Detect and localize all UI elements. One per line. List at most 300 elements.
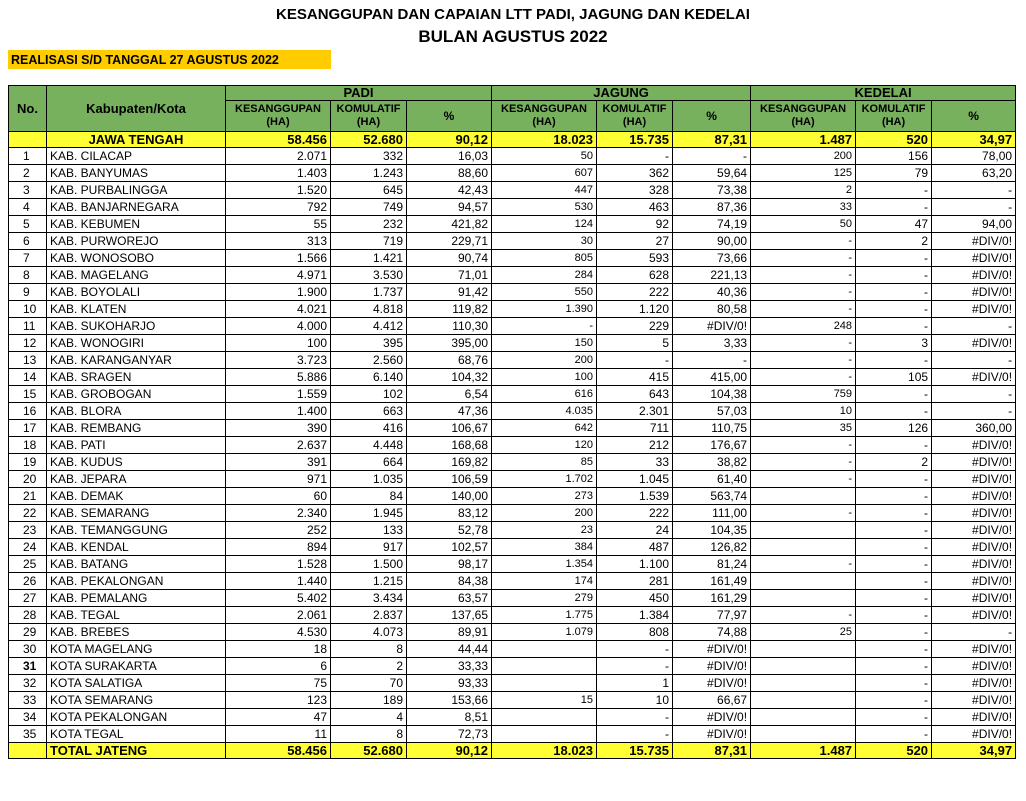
cell-kedelai-komulatif: - xyxy=(856,250,932,267)
header-no: No. xyxy=(9,86,47,132)
cell-name: KAB. PEKALONGAN xyxy=(47,573,226,590)
ltt-table xyxy=(8,85,1016,759)
cell-kedelai-kesanggupan: 248 xyxy=(751,318,856,335)
cell-jagung-pct: 176,67 xyxy=(673,437,751,454)
cell-padi-kesanggupan: 390 xyxy=(226,420,331,437)
cell-jagung-kesanggupan: 616 xyxy=(492,386,597,403)
cell-kedelai-kesanggupan: - xyxy=(751,369,856,386)
cell-kedelai-komulatif: - xyxy=(856,505,932,522)
cell-kedelai-kesanggupan xyxy=(751,658,856,675)
cell-jagung-komulatif: 463 xyxy=(597,199,673,216)
cell-jagung-pct: 104,38 xyxy=(673,386,751,403)
cell-name: KAB. SRAGEN xyxy=(47,369,226,386)
cell-jagung-pct: 80,58 xyxy=(673,301,751,318)
cell-kedelai-pct: #DIV/0! xyxy=(932,539,1016,556)
cell-no: 25 xyxy=(9,556,47,573)
cell-name: KOTA SALATIGA xyxy=(47,675,226,692)
table-row xyxy=(9,216,1016,233)
table-row xyxy=(9,437,1016,454)
cell-kedelai-kesanggupan: 50 xyxy=(751,216,856,233)
cell-jagung-pct: 73,38 xyxy=(673,182,751,199)
cell-kedelai-komulatif: - xyxy=(856,692,932,709)
cell-kedelai-kesanggupan: - xyxy=(751,454,856,471)
header-jagung-komulatif: KOMULATIF (HA) xyxy=(597,101,673,132)
cell-padi-komulatif: 395 xyxy=(331,335,407,352)
cell-no: 26 xyxy=(9,573,47,590)
cell-jagung-kesanggupan: 120 xyxy=(492,437,597,454)
cell-name: KAB. SUKOHARJO xyxy=(47,318,226,335)
cell-no: 27 xyxy=(9,590,47,607)
cell-padi-kesanggupan: 5.402 xyxy=(226,590,331,607)
cell-jagung-komulatif: 643 xyxy=(597,386,673,403)
cell-no: 16 xyxy=(9,403,47,420)
cell-jagung-pct: 126,82 xyxy=(673,539,751,556)
cell-jagung-kesanggupan: 1.079 xyxy=(492,624,597,641)
cell-padi-pct: 153,66 xyxy=(407,692,492,709)
cell-name: KAB. BATANG xyxy=(47,556,226,573)
cell-jagung-pct: 40,36 xyxy=(673,284,751,301)
cell-name: KAB. DEMAK xyxy=(47,488,226,505)
cell-name: KAB. SEMARANG xyxy=(47,505,226,522)
cell-no: 14 xyxy=(9,369,47,386)
cell-kedelai-pct: - xyxy=(932,199,1016,216)
cell-name: KAB. BOYOLALI xyxy=(47,284,226,301)
cell-padi-komulatif: 189 xyxy=(331,692,407,709)
cell-padi-pct: 104,32 xyxy=(407,369,492,386)
cell-padi-kesanggupan: 4.971 xyxy=(226,267,331,284)
cell-jagung-pct: 161,49 xyxy=(673,573,751,590)
cell-no: 21 xyxy=(9,488,47,505)
cell-kedelai-kesanggupan: - xyxy=(751,505,856,522)
cell-jagung-komulatif: - xyxy=(597,658,673,675)
province-row xyxy=(9,132,1016,148)
cell-padi-pct: 110,30 xyxy=(407,318,492,335)
cell-name: KAB. GROBOGAN xyxy=(47,386,226,403)
cell-padi-komulatif: 1.737 xyxy=(331,284,407,301)
cell-jagung-pct: 81,24 xyxy=(673,556,751,573)
cell-name: KOTA SEMARANG xyxy=(47,692,226,709)
cell-kedelai-pct: - xyxy=(932,352,1016,369)
cell-padi-kesanggupan: 391 xyxy=(226,454,331,471)
cell-padi-pct: 91,42 xyxy=(407,284,492,301)
header-padi-kesanggupan: KESANGGUPAN (HA) xyxy=(226,101,331,132)
cell-kedelai-pct: 94,00 xyxy=(932,216,1016,233)
cell-padi-komulatif: 4.448 xyxy=(331,437,407,454)
cell-padi-komulatif: 416 xyxy=(331,420,407,437)
cell-padi-kesanggupan: 894 xyxy=(226,539,331,556)
cell-jagung-komulatif: 5 xyxy=(597,335,673,352)
cell-padi-kesanggupan: 6 xyxy=(226,658,331,675)
cell-no: 9 xyxy=(9,284,47,301)
cell-padi-pct: 90,74 xyxy=(407,250,492,267)
cell-kedelai-komulatif: - xyxy=(856,182,932,199)
cell-jagung-kesanggupan: 150 xyxy=(492,335,597,352)
cell-kedelai-pct: 34,97 xyxy=(932,743,1016,759)
cell-jagung-pct: 74,88 xyxy=(673,624,751,641)
table-row xyxy=(9,692,1016,709)
cell-jagung-pct: 59,64 xyxy=(673,165,751,182)
cell-no: 34 xyxy=(9,709,47,726)
cell-jagung-kesanggupan xyxy=(492,675,597,692)
cell-kedelai-komulatif: 126 xyxy=(856,420,932,437)
cell-jagung-pct: 111,00 xyxy=(673,505,751,522)
cell-no: 18 xyxy=(9,437,47,454)
cell-jagung-komulatif: 362 xyxy=(597,165,673,182)
cell-kedelai-komulatif: - xyxy=(856,267,932,284)
cell-kedelai-kesanggupan: - xyxy=(751,471,856,488)
cell-kedelai-komulatif: - xyxy=(856,726,932,743)
cell-padi-kesanggupan: 2.071 xyxy=(226,148,331,165)
cell-no: 1 xyxy=(9,148,47,165)
cell-name: KOTA SURAKARTA xyxy=(47,658,226,675)
cell-jagung-pct: #DIV/0! xyxy=(673,726,751,743)
cell-jagung-pct: 74,19 xyxy=(673,216,751,233)
cell-padi-kesanggupan: 971 xyxy=(226,471,331,488)
cell-jagung-pct: - xyxy=(673,352,751,369)
cell-padi-kesanggupan: 1.566 xyxy=(226,250,331,267)
cell-no: 7 xyxy=(9,250,47,267)
cell-jagung-kesanggupan: 18.023 xyxy=(492,132,597,148)
cell-jagung-pct: 77,97 xyxy=(673,607,751,624)
table-row xyxy=(9,573,1016,590)
cell-name: KAB. PEMALANG xyxy=(47,590,226,607)
cell-jagung-kesanggupan: 642 xyxy=(492,420,597,437)
cell-name: KAB. WONOSOBO xyxy=(47,250,226,267)
cell-padi-komulatif: 332 xyxy=(331,148,407,165)
cell-padi-kesanggupan: 1.559 xyxy=(226,386,331,403)
cell-padi-pct: 47,36 xyxy=(407,403,492,420)
cell-kedelai-kesanggupan xyxy=(751,709,856,726)
cell-jagung-kesanggupan xyxy=(492,658,597,675)
cell-padi-pct: 33,33 xyxy=(407,658,492,675)
cell-jagung-komulatif: 1.539 xyxy=(597,488,673,505)
cell-padi-pct: 52,78 xyxy=(407,522,492,539)
cell-jagung-komulatif: 808 xyxy=(597,624,673,641)
cell-name: KAB. BANJARNEGARA xyxy=(47,199,226,216)
cell-padi-komulatif: 232 xyxy=(331,216,407,233)
cell-jagung-komulatif: 1.384 xyxy=(597,607,673,624)
cell-jagung-komulatif: 24 xyxy=(597,522,673,539)
cell-padi-pct: 89,91 xyxy=(407,624,492,641)
cell-name: JAWA TENGAH xyxy=(47,132,226,148)
cell-jagung-pct: 3,33 xyxy=(673,335,751,352)
cell-padi-komulatif: 4 xyxy=(331,709,407,726)
table-row xyxy=(9,488,1016,505)
cell-no xyxy=(9,743,47,759)
cell-jagung-kesanggupan: 384 xyxy=(492,539,597,556)
cell-jagung-kesanggupan: 447 xyxy=(492,182,597,199)
cell-padi-kesanggupan: 4.530 xyxy=(226,624,331,641)
cell-name: KOTA PEKALONGAN xyxy=(47,709,226,726)
cell-kedelai-komulatif: - xyxy=(856,607,932,624)
cell-kedelai-pct: #DIV/0! xyxy=(932,250,1016,267)
cell-jagung-komulatif: 222 xyxy=(597,284,673,301)
cell-kedelai-kesanggupan: 25 xyxy=(751,624,856,641)
cell-no: 19 xyxy=(9,454,47,471)
cell-jagung-kesanggupan: 174 xyxy=(492,573,597,590)
table-row xyxy=(9,403,1016,420)
cell-kedelai-pct: #DIV/0! xyxy=(932,658,1016,675)
cell-kedelai-pct: #DIV/0! xyxy=(932,267,1016,284)
cell-kedelai-pct: #DIV/0! xyxy=(932,301,1016,318)
table-row xyxy=(9,624,1016,641)
cell-padi-kesanggupan: 75 xyxy=(226,675,331,692)
header-kedelai-komulatif: KOMULATIF (HA) xyxy=(856,101,932,132)
cell-padi-komulatif: 749 xyxy=(331,199,407,216)
cell-name: KAB. PURWOREJO xyxy=(47,233,226,250)
cell-name: KAB. JEPARA xyxy=(47,471,226,488)
table-row xyxy=(9,301,1016,318)
cell-jagung-pct: #DIV/0! xyxy=(673,641,751,658)
cell-name: KAB. KARANGANYAR xyxy=(47,352,226,369)
cell-padi-pct: 395,00 xyxy=(407,335,492,352)
cell-jagung-pct: 563,74 xyxy=(673,488,751,505)
cell-padi-pct: 71,01 xyxy=(407,267,492,284)
table-row xyxy=(9,454,1016,471)
cell-padi-kesanggupan: 1.520 xyxy=(226,182,331,199)
cell-kedelai-komulatif: - xyxy=(856,556,932,573)
cell-kedelai-komulatif: 105 xyxy=(856,369,932,386)
table-row xyxy=(9,352,1016,369)
cell-no: 29 xyxy=(9,624,47,641)
cell-jagung-komulatif: 2.301 xyxy=(597,403,673,420)
cell-kedelai-pct: #DIV/0! xyxy=(932,692,1016,709)
cell-kedelai-komulatif: 3 xyxy=(856,335,932,352)
cell-kedelai-pct: #DIV/0! xyxy=(932,607,1016,624)
cell-jagung-kesanggupan: 200 xyxy=(492,505,597,522)
cell-kedelai-pct: #DIV/0! xyxy=(932,505,1016,522)
cell-jagung-kesanggupan: 124 xyxy=(492,216,597,233)
cell-jagung-pct: #DIV/0! xyxy=(673,658,751,675)
cell-padi-komulatif: 2.560 xyxy=(331,352,407,369)
cell-name: KAB. TEMANGGUNG xyxy=(47,522,226,539)
cell-no: 13 xyxy=(9,352,47,369)
table-row xyxy=(9,726,1016,743)
cell-jagung-pct: #DIV/0! xyxy=(673,318,751,335)
cell-padi-komulatif: 3.530 xyxy=(331,267,407,284)
cell-jagung-pct: 110,75 xyxy=(673,420,751,437)
cell-jagung-komulatif: 92 xyxy=(597,216,673,233)
cell-padi-kesanggupan: 3.723 xyxy=(226,352,331,369)
cell-jagung-kesanggupan: 50 xyxy=(492,148,597,165)
cell-kedelai-komulatif: - xyxy=(856,709,932,726)
cell-jagung-kesanggupan: 15 xyxy=(492,692,597,709)
cell-kedelai-pct: #DIV/0! xyxy=(932,641,1016,658)
table-row xyxy=(9,369,1016,386)
cell-kedelai-kesanggupan xyxy=(751,590,856,607)
cell-kedelai-pct: #DIV/0! xyxy=(932,726,1016,743)
cell-jagung-kesanggupan: 18.023 xyxy=(492,743,597,759)
cell-jagung-kesanggupan: 1.390 xyxy=(492,301,597,318)
cell-padi-kesanggupan: 58.456 xyxy=(226,743,331,759)
cell-name: KAB. TEGAL xyxy=(47,607,226,624)
cell-jagung-pct: 415,00 xyxy=(673,369,751,386)
cell-padi-kesanggupan: 55 xyxy=(226,216,331,233)
cell-jagung-kesanggupan: 279 xyxy=(492,590,597,607)
header-jagung-pct: % xyxy=(673,101,751,132)
table-row xyxy=(9,420,1016,437)
cell-kedelai-kesanggupan: - xyxy=(751,250,856,267)
cell-kedelai-kesanggupan: 33 xyxy=(751,199,856,216)
cell-padi-pct: 98,17 xyxy=(407,556,492,573)
cell-name: KAB. BANYUMAS xyxy=(47,165,226,182)
cell-name: KAB. KENDAL xyxy=(47,539,226,556)
cell-jagung-kesanggupan: 530 xyxy=(492,199,597,216)
cell-padi-komulatif: 1.243 xyxy=(331,165,407,182)
cell-no: 15 xyxy=(9,386,47,403)
cell-padi-pct: 169,82 xyxy=(407,454,492,471)
cell-jagung-komulatif: 10 xyxy=(597,692,673,709)
cell-padi-kesanggupan: 1.900 xyxy=(226,284,331,301)
cell-jagung-pct: 57,03 xyxy=(673,403,751,420)
table-row xyxy=(9,386,1016,403)
cell-kedelai-pct: #DIV/0! xyxy=(932,437,1016,454)
cell-kedelai-pct: #DIV/0! xyxy=(932,335,1016,352)
cell-padi-komulatif: 52.680 xyxy=(331,743,407,759)
cell-name: KAB. PATI xyxy=(47,437,226,454)
cell-kedelai-komulatif: 47 xyxy=(856,216,932,233)
cell-kedelai-pct: - xyxy=(932,386,1016,403)
cell-kedelai-pct: #DIV/0! xyxy=(932,522,1016,539)
cell-kedelai-kesanggupan: - xyxy=(751,267,856,284)
cell-kedelai-komulatif: - xyxy=(856,352,932,369)
table-row xyxy=(9,471,1016,488)
cell-padi-komulatif: 1.035 xyxy=(331,471,407,488)
cell-jagung-kesanggupan: 805 xyxy=(492,250,597,267)
cell-no: 2 xyxy=(9,165,47,182)
cell-jagung-pct: 73,66 xyxy=(673,250,751,267)
table-row xyxy=(9,641,1016,658)
cell-name: KAB. KUDUS xyxy=(47,454,226,471)
table-row xyxy=(9,607,1016,624)
cell-padi-komulatif: 4.818 xyxy=(331,301,407,318)
cell-padi-pct: 44,44 xyxy=(407,641,492,658)
cell-no: 17 xyxy=(9,420,47,437)
cell-kedelai-kesanggupan: 200 xyxy=(751,148,856,165)
cell-padi-pct: 6,54 xyxy=(407,386,492,403)
cell-jagung-komulatif: 1.045 xyxy=(597,471,673,488)
cell-name: KAB. BREBES xyxy=(47,624,226,641)
cell-jagung-kesanggupan: 284 xyxy=(492,267,597,284)
cell-padi-pct: 42,43 xyxy=(407,182,492,199)
cell-jagung-kesanggupan: 85 xyxy=(492,454,597,471)
cell-kedelai-kesanggupan: 2 xyxy=(751,182,856,199)
report-subtitle: BULAN AGUSTUS 2022 xyxy=(418,27,608,46)
cell-padi-komulatif: 70 xyxy=(331,675,407,692)
cell-jagung-komulatif: 1 xyxy=(597,675,673,692)
cell-kedelai-komulatif: - xyxy=(856,437,932,454)
cell-padi-pct: 8,51 xyxy=(407,709,492,726)
cell-padi-kesanggupan: 252 xyxy=(226,522,331,539)
cell-padi-komulatif: 663 xyxy=(331,403,407,420)
cell-jagung-komulatif: 450 xyxy=(597,590,673,607)
cell-jagung-komulatif: - xyxy=(597,148,673,165)
cell-jagung-komulatif: 593 xyxy=(597,250,673,267)
table-row xyxy=(9,165,1016,182)
cell-padi-kesanggupan: 4.021 xyxy=(226,301,331,318)
cell-jagung-komulatif: 711 xyxy=(597,420,673,437)
cell-name: KOTA TEGAL xyxy=(47,726,226,743)
cell-kedelai-komulatif: - xyxy=(856,488,932,505)
cell-kedelai-kesanggupan xyxy=(751,488,856,505)
cell-padi-pct: 90,12 xyxy=(407,743,492,759)
cell-no: 6 xyxy=(9,233,47,250)
cell-padi-komulatif: 1.421 xyxy=(331,250,407,267)
cell-padi-komulatif: 102 xyxy=(331,386,407,403)
cell-kedelai-kesanggupan: - xyxy=(751,437,856,454)
cell-no: 4 xyxy=(9,199,47,216)
cell-no: 31 xyxy=(9,658,47,675)
cell-padi-kesanggupan: 2.340 xyxy=(226,505,331,522)
cell-kedelai-kesanggupan: - xyxy=(751,301,856,318)
cell-padi-komulatif: 719 xyxy=(331,233,407,250)
cell-padi-pct: 72,73 xyxy=(407,726,492,743)
cell-no: 8 xyxy=(9,267,47,284)
cell-jagung-komulatif: 222 xyxy=(597,505,673,522)
cell-kedelai-komulatif: 520 xyxy=(856,743,932,759)
cell-jagung-pct: #DIV/0! xyxy=(673,675,751,692)
cell-padi-kesanggupan: 1.440 xyxy=(226,573,331,590)
cell-kedelai-pct: #DIV/0! xyxy=(932,709,1016,726)
cell-jagung-kesanggupan xyxy=(492,726,597,743)
cell-kedelai-kesanggupan xyxy=(751,539,856,556)
cell-jagung-pct: 87,31 xyxy=(673,743,751,759)
cell-kedelai-komulatif: - xyxy=(856,471,932,488)
table-body xyxy=(9,132,1016,759)
cell-name: KOTA MAGELANG xyxy=(47,641,226,658)
realisasi-label: REALISASI S/D TANGGAL 27 AGUSTUS 2022 xyxy=(8,50,331,69)
cell-kedelai-kesanggupan: - xyxy=(751,352,856,369)
cell-padi-kesanggupan: 60 xyxy=(226,488,331,505)
cell-kedelai-pct: #DIV/0! xyxy=(932,590,1016,607)
cell-no: 11 xyxy=(9,318,47,335)
cell-name: KAB. MAGELANG xyxy=(47,267,226,284)
cell-padi-kesanggupan: 1.403 xyxy=(226,165,331,182)
cell-jagung-komulatif: 33 xyxy=(597,454,673,471)
cell-padi-pct: 140,00 xyxy=(407,488,492,505)
cell-kedelai-pct: #DIV/0! xyxy=(932,471,1016,488)
cell-padi-kesanggupan: 2.061 xyxy=(226,607,331,624)
cell-kedelai-komulatif: - xyxy=(856,284,932,301)
cell-kedelai-pct: - xyxy=(932,624,1016,641)
cell-padi-kesanggupan: 100 xyxy=(226,335,331,352)
table-row xyxy=(9,267,1016,284)
table-row xyxy=(9,148,1016,165)
cell-padi-kesanggupan: 5.886 xyxy=(226,369,331,386)
cell-kedelai-pct: #DIV/0! xyxy=(932,454,1016,471)
cell-jagung-kesanggupan xyxy=(492,641,597,658)
cell-kedelai-kesanggupan: - xyxy=(751,335,856,352)
cell-jagung-komulatif: - xyxy=(597,352,673,369)
cell-padi-pct: 88,60 xyxy=(407,165,492,182)
cell-padi-pct: 68,76 xyxy=(407,352,492,369)
cell-kedelai-kesanggupan: - xyxy=(751,607,856,624)
cell-no: 22 xyxy=(9,505,47,522)
cell-jagung-kesanggupan: 273 xyxy=(492,488,597,505)
cell-padi-pct: 63,57 xyxy=(407,590,492,607)
header-kedelai: KEDELAI xyxy=(751,86,1016,101)
cell-jagung-kesanggupan: 23 xyxy=(492,522,597,539)
cell-kedelai-kesanggupan xyxy=(751,522,856,539)
cell-padi-komulatif: 917 xyxy=(331,539,407,556)
cell-kedelai-komulatif: - xyxy=(856,675,932,692)
cell-jagung-komulatif: - xyxy=(597,709,673,726)
cell-jagung-komulatif: 1.100 xyxy=(597,556,673,573)
cell-padi-pct: 119,82 xyxy=(407,301,492,318)
cell-no: 28 xyxy=(9,607,47,624)
cell-name: KAB. WONOGIRI xyxy=(47,335,226,352)
cell-padi-komulatif: 1.500 xyxy=(331,556,407,573)
